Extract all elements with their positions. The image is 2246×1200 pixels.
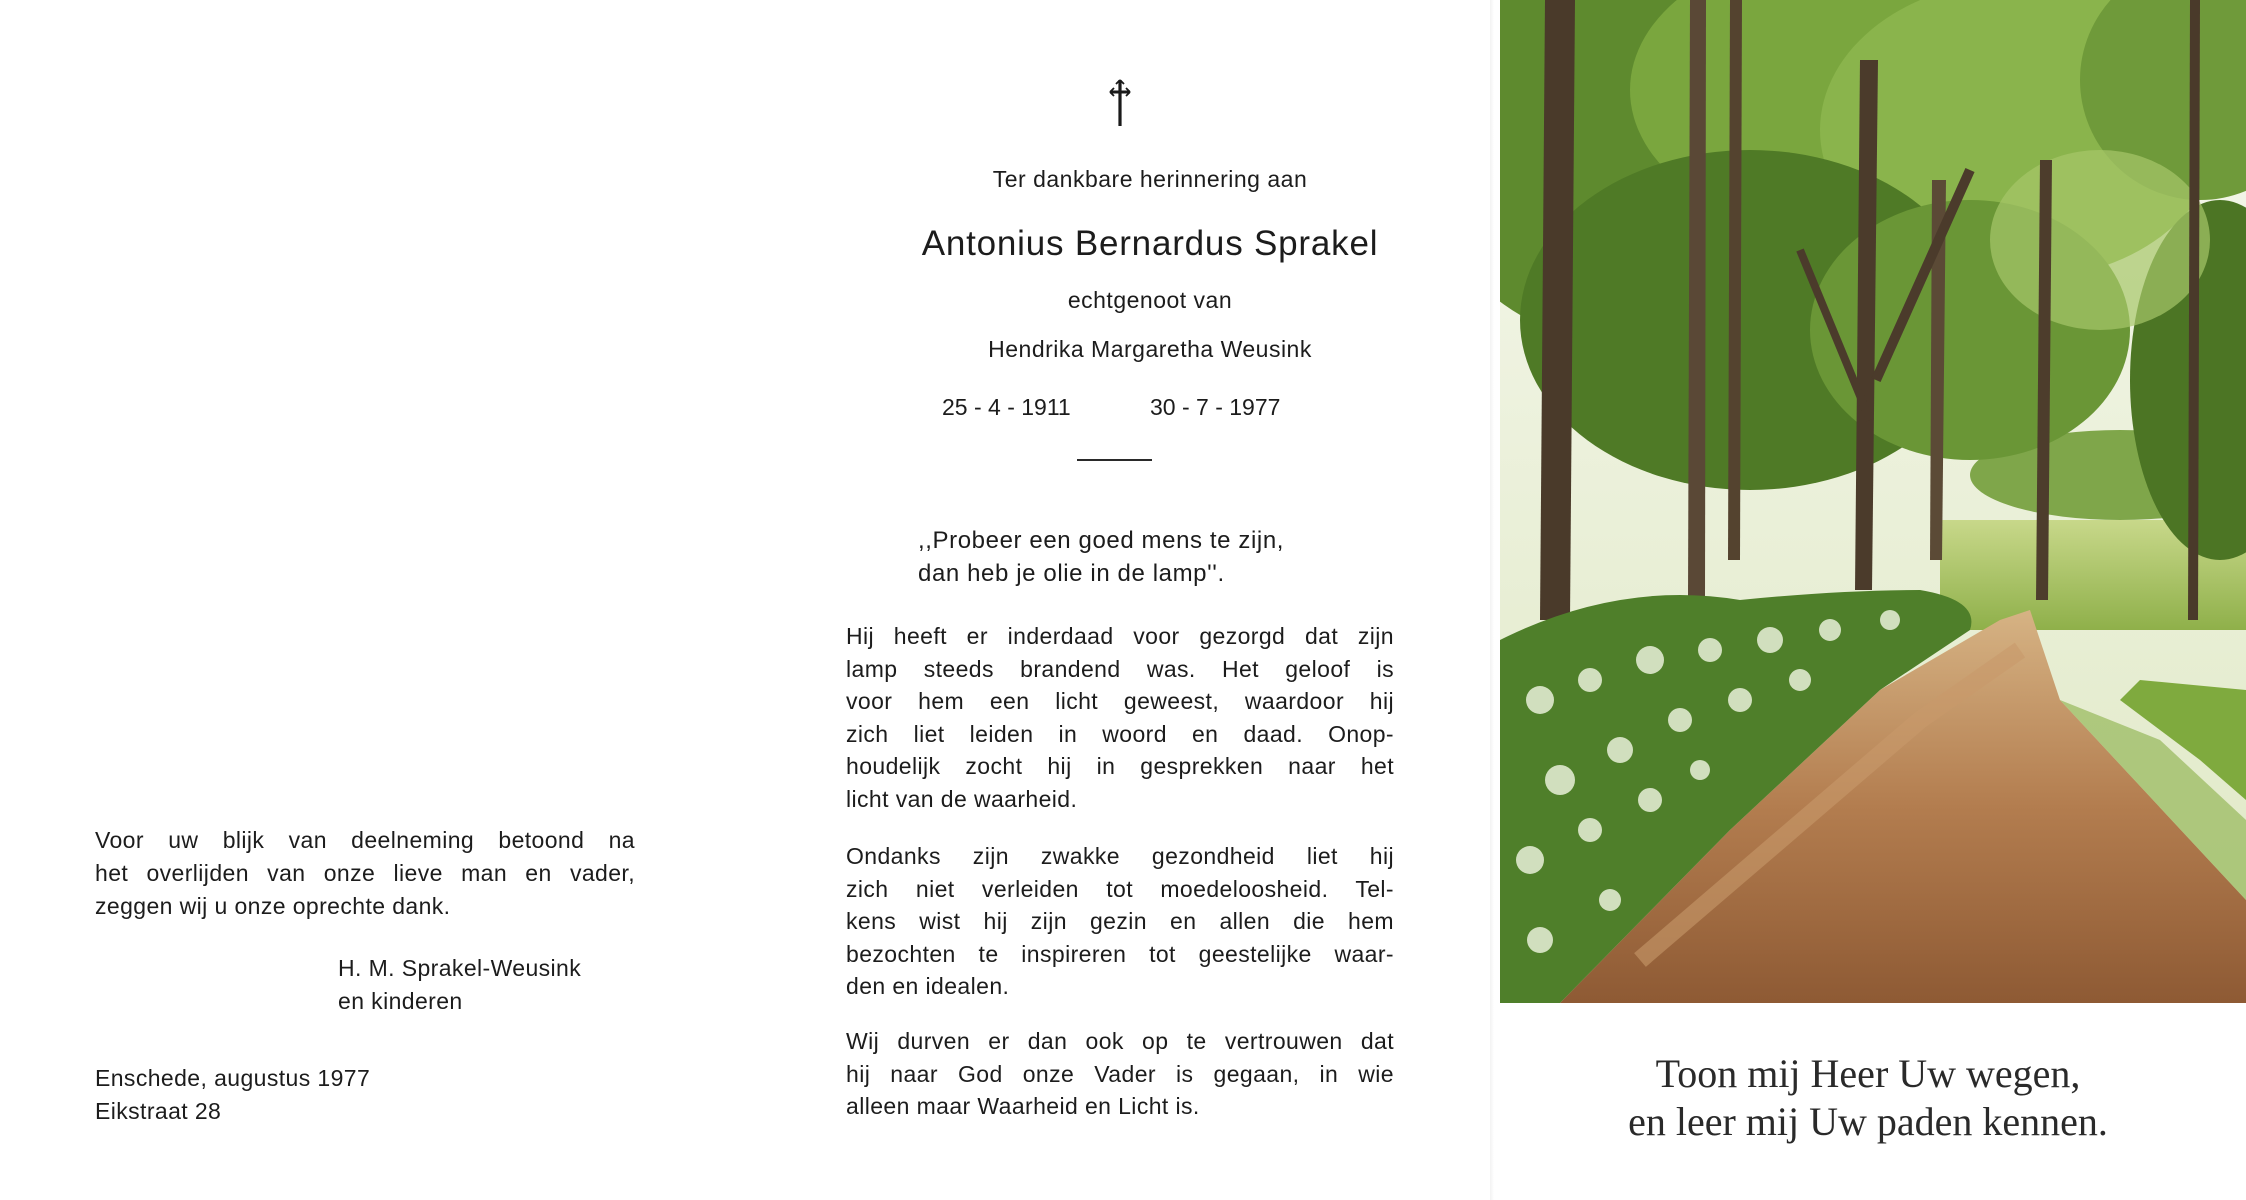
text-line: hij naar God onze Vader is gegaan, in wie: [846, 1060, 1394, 1087]
thanks-line: het overlijden van onze lieve man en vader,: [95, 860, 635, 886]
signature-name: H. M. Sprakel-Weusink: [338, 955, 582, 981]
tribute-paragraph-2: [846, 840, 1394, 1003]
cross-icon: [1105, 78, 1135, 128]
landscape-illustration: [1500, 0, 2246, 1003]
text-line: Hij heeft er inderdaad voor gezorgd dat zijn: [846, 623, 1394, 649]
text-line: alleen maar Waarheid en Licht is.: [846, 1093, 1200, 1119]
death-date: 30 - 7 - 1977: [1150, 394, 1281, 420]
text-line: bezochten te inspireren tot geestelijke waar-: [846, 940, 1394, 967]
deceased-name: Antonius Bernardus Sprakel: [921, 224, 1379, 263]
text-line: kens wist hij zijn gezin en allen die hem: [846, 908, 1394, 934]
remembrance-intro: Ter dankbare herinnering aan: [992, 166, 1308, 192]
quote-line: ,,Probeer een goed mens te zijn,: [918, 527, 1285, 554]
text-line: houdelijk zocht hij in gesprekken naar het: [846, 753, 1394, 779]
caption-line: Toon mij Heer Uw wegen,: [1655, 1051, 2081, 1096]
tribute-paragraph-1: [846, 620, 1394, 815]
thanks-message: [95, 824, 635, 923]
photo-panel: [1490, 0, 2246, 1200]
tribute-paragraph-3: [846, 1025, 1394, 1123]
tree-lined-path-photo: [1500, 0, 2246, 1003]
signature: [338, 952, 581, 1018]
memorial-panel: [810, 0, 1490, 1200]
place-date: Enschede, augustus 1977: [95, 1065, 371, 1091]
quote-line: dan heb je olie in de lamp''.: [918, 560, 1225, 587]
caption-line: en leer mij Uw paden kennen.: [1628, 1099, 2108, 1144]
text-line: licht van de waarheid.: [846, 785, 1078, 812]
thank-you-panel: [0, 0, 810, 1200]
birth-date: 25 - 4 - 1911: [942, 394, 1071, 420]
street-address: Eikstraat 28: [95, 1098, 222, 1124]
thanks-line: Voor uw blijk van deelneming betoond na: [95, 827, 635, 853]
text-line: lamp steeds brandend was. Het geloof is: [846, 655, 1394, 682]
quote: [918, 524, 1284, 590]
text-line: voor hem een licht geweest, waardoor hij: [846, 688, 1394, 714]
text-line: Wij durven er dan ook op te vertrouwen dat: [846, 1028, 1394, 1054]
address: [95, 1062, 370, 1128]
spouse-label: echtgenoot van: [1067, 287, 1233, 313]
thanks-line: zeggen wij u onze oprechte dank.: [95, 893, 451, 919]
text-line: den en idealen.: [846, 973, 1010, 999]
divider-line: [1077, 459, 1152, 461]
signature-family: en kinderen: [338, 988, 463, 1014]
spouse-name: Hendrika Margaretha Weusink: [988, 336, 1312, 362]
text-line: zich niet verleiden tot moedeloosheid. Tel-: [846, 875, 1394, 902]
text-line: zich liet leiden in woord en daad. Onop-: [846, 720, 1394, 747]
text-line: Ondanks zijn zwakke gezondheid liet hij: [846, 843, 1394, 869]
